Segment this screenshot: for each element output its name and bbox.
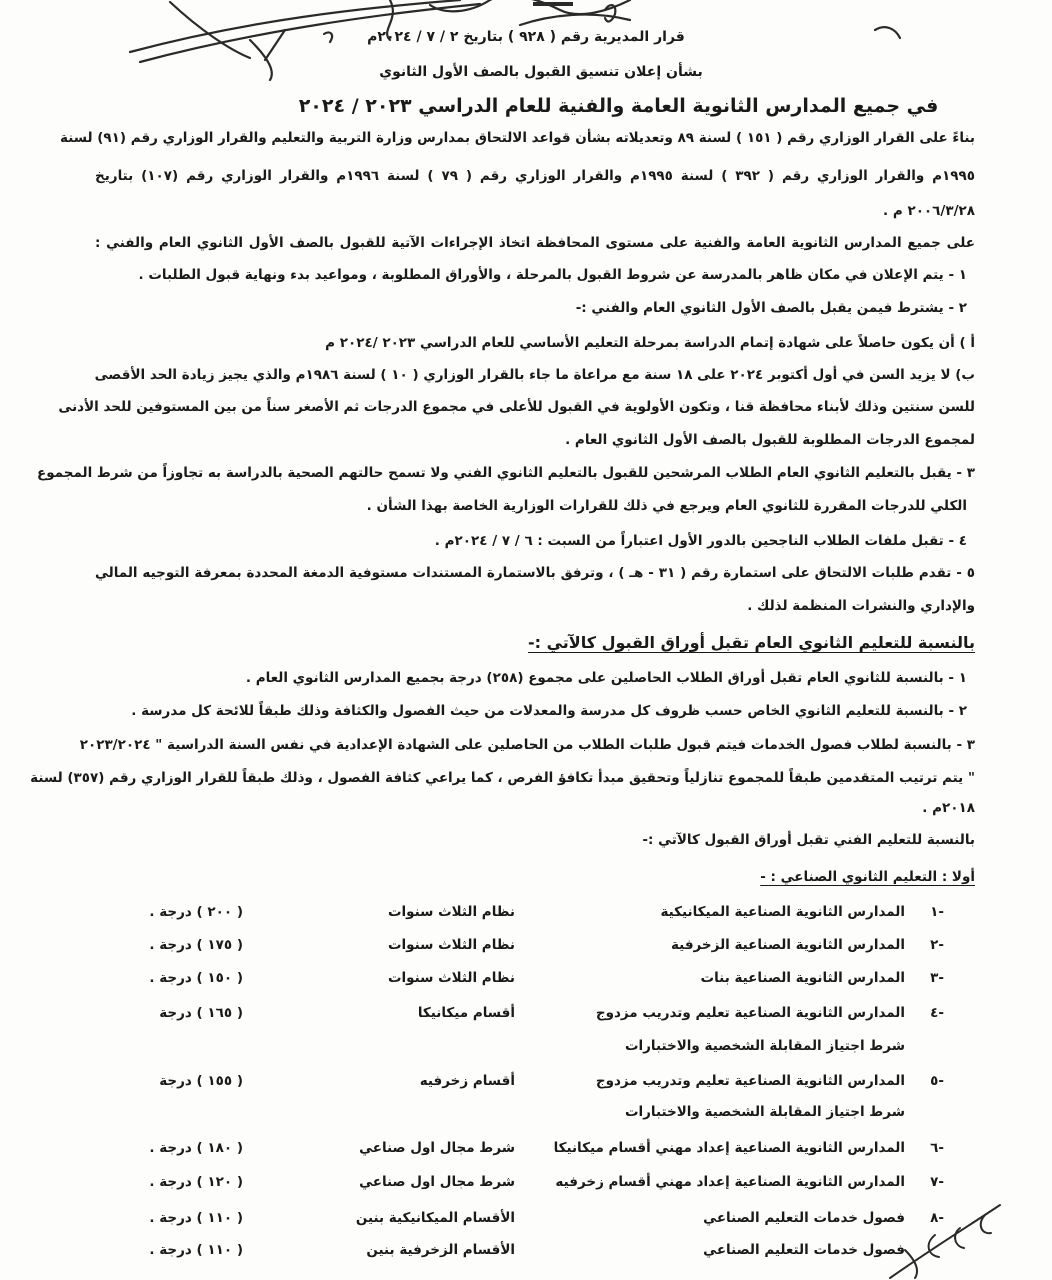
system: شرط مجال اول صناعي [359, 1140, 515, 1156]
industrial-subheading: أولا : التعليم الثانوي الصناعي : - [760, 869, 975, 885]
row-number: -٢ [930, 937, 944, 953]
body-line: الكلي للدرجات المقررة للثانوي العام ويرجع في ذلك للقرارات الوزارية الخاصة بهذا الشأن . [366, 498, 967, 514]
min-score: ( ١١٠ ) درجة . [149, 1210, 243, 1226]
page-title: في جميع المدارس الثانوية العامة والفنية للعام الدراسي ٢٠٢٣ / ٢٠٢٤ [298, 95, 939, 117]
row-number: -١ [930, 904, 944, 920]
body-line: والإداري والنشرات المنظمة لذلك . [747, 598, 975, 614]
row-number: -٧ [930, 1174, 944, 1190]
row-note: شرط اجتياز المقابلة الشخصية والاختبارات [624, 1038, 905, 1054]
school-type: المدارس الثانوية الصناعية بنات [700, 970, 905, 986]
system: الأقسام الميكانيكية بنين [355, 1210, 515, 1226]
body-line: ٤ - تقبل ملفات الطلاب الناجحين بالدور الأول اعتباراً من السبت : ٦ / ٧ / ٢٠٢٤م . [434, 533, 967, 549]
min-score: ( ١٥٠ ) درجة . [149, 970, 243, 986]
system: أقسام زخرفيه [419, 1073, 515, 1089]
school-type: فصول خدمات التعليم الصناعي [703, 1210, 905, 1226]
body-line: ١ - يتم الإعلان في مكان ظاهر بالمدرسة عن شروط القبول بالمرحلة ، والأوراق المطلوبة ، ومواعيد بدء ونهاية قبول الطلبات . [138, 267, 967, 283]
system: شرط مجال اول صناعي [359, 1174, 515, 1190]
body-line: على جميع المدارس الثانوية العامة والفنية على مستوى المحافظة اتخاذ الإجراءات الآتية للقبول بالصف الأول الثانوي العام والفني : [95, 235, 975, 251]
body-line: ٣ - يقبل بالتعليم الثانوي العام الطلاب المرشحين للقبول بالتعليم الثانوي الفني ولا تسمح حالتهم الصحية بالدراسة به تجاوزاً من شرط المجموع [36, 465, 975, 481]
system: نظام الثلاث سنوات [387, 970, 515, 986]
technical-section-heading: بالنسبة للتعليم الفني تقبل أوراق القبول كالآتي :- [642, 832, 975, 848]
school-type: المدارس الثانوية الصناعية الزخرفية [671, 937, 905, 953]
body-line: ٥ - تقدم طلبات الالتحاق على استمارة رقم ( ٣١ - هـ ) ، وترفق بالاستمارة المستندات مستوفية الدمغة المحددة بمعرفة التوجيه المالي [95, 565, 975, 581]
school-type: المدارس الثانوية الصناعية إعداد مهني أقسام ميكانيكا [553, 1140, 905, 1156]
min-score: ( ١٢٠ ) درجة . [149, 1174, 243, 1190]
body-line: ٢ - يشترط فيمن يقبل بالصف الأول الثانوي العام والفني :- [575, 300, 967, 316]
school-type: المدارس الثانوية الصناعية تعليم وتدريب مزدوج [595, 1073, 905, 1089]
body-line: ٢٠٠٦/٣/٢٨ م . [883, 203, 975, 219]
body-line: لمجموع الدرجات المطلوبة للقبول بالصف الأول الثانوي العام . [565, 432, 975, 448]
row-number: -٤ [930, 1005, 944, 1021]
min-score: ( ٢٠٠ ) درجة . [149, 904, 243, 920]
body-line: ب) لا يزيد السن في أول أكتوبر ٢٠٢٤ على ١٨ سنة مع مراعاة ما جاء بالقرار الوزاري ( ١٠ ) لسنة ١٩٨٦م والذي يجيز زيادة الحد الأقصى [94, 367, 975, 383]
school-type: فصول خدمات التعليم الصناعي [703, 1242, 905, 1258]
system: نظام الثلاث سنوات [387, 904, 515, 920]
row-number: -٨ [930, 1210, 944, 1226]
row-number: -٦ [930, 1140, 944, 1156]
general-item: ٢ - بالنسبة للتعليم الثانوي الخاص حسب ظروف كل مدرسة والمعدلات من حيث الفصول والكثافة وذلك طبقاً للائحة كل مدرسة . [131, 703, 967, 719]
decision-number: قرار المديرية رقم ( ٩٢٨ ) بتاريخ ٢ / ٧ / ٢٠٢٤م [367, 29, 685, 45]
system: نظام الثلاث سنوات [387, 937, 515, 953]
row-note: شرط اجتياز المقابلة الشخصية والاختبارات [624, 1104, 905, 1120]
general-item: " يتم ترتيب المتقدمين طبقاً للمجموع تنازلياً وتحقيق مبدأ تكافؤ الفرص ، كما يراعي كثافة الفصول ، وذلك طبقاً للقرار الوزاري رقم (٣٥٧) لسنة [30, 770, 975, 786]
min-score: ( ١٦٥ ) درجة [159, 1005, 243, 1021]
general-item: ١ - بالنسبة للثانوي العام تقبل أوراق الطلاب الحاصلين على مجموع (٢٥٨) درجة بجميع المدارس الثانوي العام . [245, 670, 967, 686]
general-item: ٣ - بالنسبة لطلاب فصول الخدمات فيتم قبول طلبات الطلاب من الحاصلين على الشهادة الإعدادية في نفس السنة الدراسية " ٢٠٢٣/٢٠٢٤ [79, 737, 975, 753]
system: الأقسام الزخرفية بنين [366, 1242, 515, 1258]
min-score: ( ١٧٥ ) درجة . [149, 937, 243, 953]
system: أقسام ميكانيكا [417, 1005, 515, 1021]
general-item: ٢٠١٨م . [922, 800, 975, 816]
school-type: المدارس الثانوية الصناعية الميكانيكية [660, 904, 905, 920]
row-number: -٥ [930, 1073, 944, 1089]
min-score: ( ١٨٠ ) درجة . [149, 1140, 243, 1156]
min-score: ( ١٥٥ ) درجة [159, 1073, 243, 1089]
subject-line: بشأن إعلان تنسيق القبول بالصف الأول الثانوي [379, 64, 703, 80]
body-line: بناءً على القرار الوزاري رقم ( ١٥١ ) لسنة ٨٩ وتعديلاته بشأن قواعد الالتحاق بمدارس وزارة التربية والتعليم والقرار الوزاري رقم (٩١) لسنة [60, 130, 975, 146]
school-type: المدارس الثانوية الصناعية إعداد مهني أقسام زخرفيه [555, 1174, 905, 1190]
body-line: ١٩٩٥م والقرار الوزاري رقم ( ٣٩٢ ) لسنة ١٩٩٥م والقرار الوزاري رقم ( ٧٩ ) لسنة ١٩٩٦م والقرار الوزاري رقم (١٠٧) بتاريخ [95, 168, 975, 184]
min-score: ( ١١٠ ) درجة . [149, 1242, 243, 1258]
school-type: المدارس الثانوية الصناعية تعليم وتدريب مزدوج [595, 1005, 905, 1021]
body-line: أ ) أن يكون حاصلاً على شهادة إتمام الدراسة بمرحلة التعليم الأساسي للعام الدراسي ٢٠٢٣ /٢٠٢٤ م [325, 335, 975, 351]
row-number: -٣ [930, 970, 944, 986]
body-line: للسن سنتين وذلك لأبناء محافظة قنا ، وتكون الأولوية في القبول للأعلى في مجموع الدرجات ثم الأصغر سناً من بين المستوفين للحد الأدنى [58, 399, 975, 415]
general-section-heading: بالنسبة للتعليم الثانوي العام تقبل أوراق القبول كالآتي :- [527, 633, 975, 652]
